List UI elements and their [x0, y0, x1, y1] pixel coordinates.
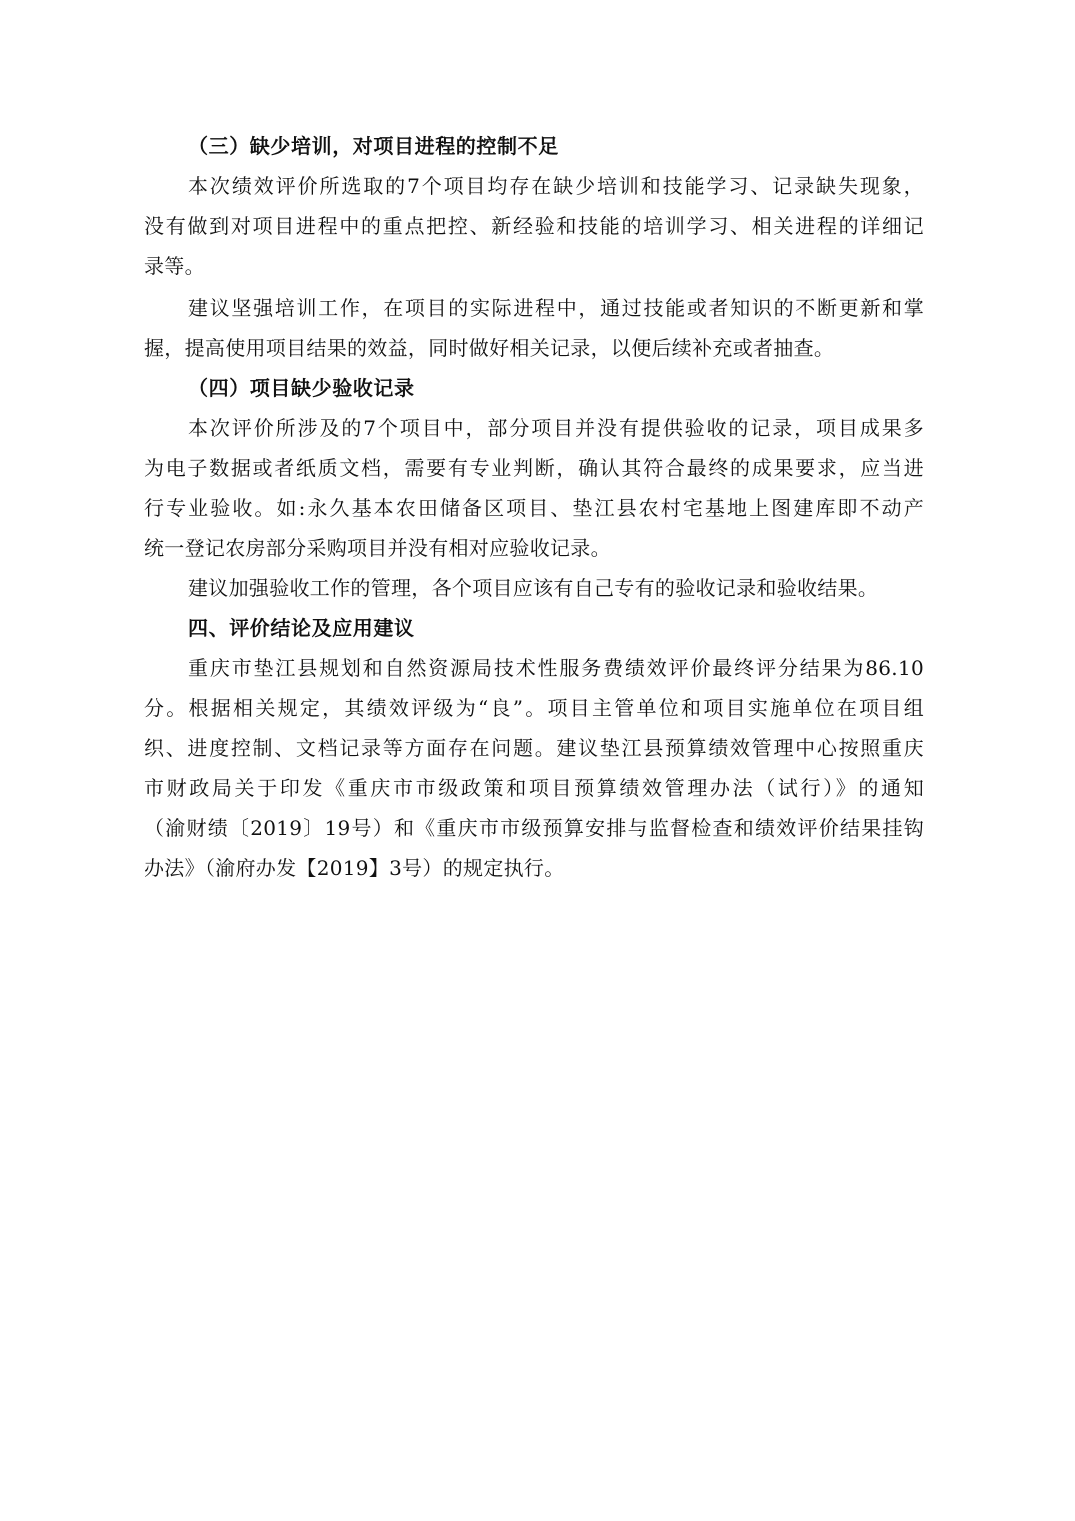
paragraph-line: 没有做到对项目进程中的重点把控、新经验和技能的培训学习、相关进程的详细记	[144, 214, 924, 238]
paragraph-line: 办法》（渝府办发【2019】3号）的规定执行。	[144, 856, 565, 880]
paragraph-line: 建议加强验收工作的管理，各个项目应该有自己专有的验收记录和验收结果。	[188, 576, 879, 600]
section-heading-training: （三）缺少培训，对项目进程的控制不足	[188, 134, 559, 158]
paragraph-line: 分。根据相关规定，其绩效评级为“良”。项目主管单位和项目实施单位在项目组	[144, 696, 924, 720]
paragraph-line: 市财政局关于印发《重庆市市级政策和项目预算绩效管理办法（试行）》的通知	[144, 776, 924, 800]
paragraph-line: 本次评价所涉及的7个项目中，部分项目并没有提供验收的记录，项目成果多	[188, 416, 924, 440]
paragraph-line: 建议坚强培训工作，在项目的实际进程中，通过技能或者知识的不断更新和掌	[188, 296, 924, 320]
paragraph-line: 统一登记农房部分采购项目并没有相对应验收记录。	[144, 536, 611, 560]
paragraph-line: 织、进度控制、文档记录等方面存在问题。建议垫江县预算绩效管理中心按照重庆	[144, 736, 924, 760]
section-heading-acceptance: （四）项目缺少验收记录	[188, 376, 415, 400]
section-heading-conclusion: 四、评价结论及应用建议	[188, 616, 415, 640]
paragraph-line: 重庆市垫江县规划和自然资源局技术性服务费绩效评价最终评分结果为86.10	[188, 656, 924, 680]
paragraph-line: 握，提高使用项目结果的效益，同时做好相关记录，以便后续补充或者抽查。	[144, 336, 835, 360]
paragraph-line: 本次绩效评价所选取的7个项目均存在缺少培训和技能学习、记录缺失现象，	[188, 174, 924, 198]
paragraph-line: 为电子数据或者纸质文档，需要有专业判断，确认其符合最终的成果要求，应当进	[144, 456, 924, 480]
paragraph-line: 录等。	[144, 254, 205, 278]
paragraph-line: 行专业验收。如:永久基本农田储备区项目、垫江县农村宅基地上图建库即不动产	[144, 496, 924, 520]
paragraph-line: （渝财绩〔2019〕19号）和《重庆市市级预算安排与监督检查和绩效评价结果挂钩	[144, 816, 924, 840]
document-body	[144, 126, 924, 888]
